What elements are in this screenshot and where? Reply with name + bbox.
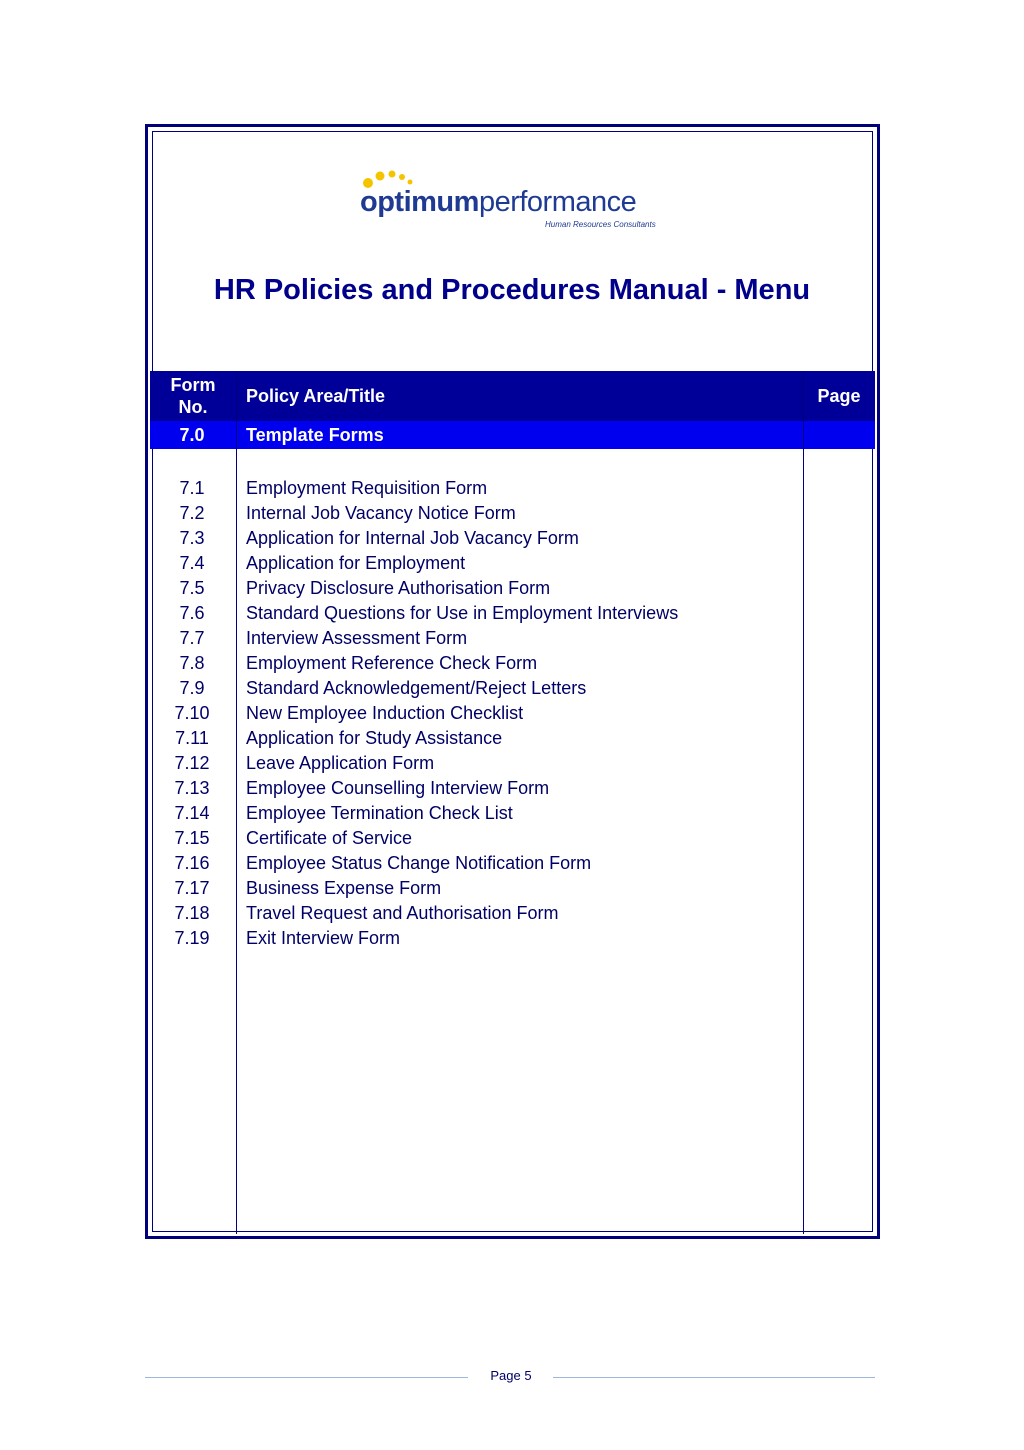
form-number: 7.17	[174, 878, 210, 898]
form-number: 7.19	[174, 928, 210, 948]
form-number: 7.6	[179, 603, 205, 623]
form-title: Employee Termination Check List	[246, 803, 513, 823]
company-logo	[360, 165, 680, 235]
form-title: Exit Interview Form	[246, 928, 401, 948]
table-row	[150, 676, 875, 701]
form-title: Interview Assessment Form	[246, 628, 468, 648]
form-title: New Employee Induction Checklist	[246, 703, 524, 723]
table-row	[150, 726, 875, 751]
footer-rule-left	[145, 1377, 468, 1378]
form-number: 7.10	[174, 703, 210, 723]
form-title: Employee Counselling Interview Form	[246, 778, 550, 798]
header-page: Page	[817, 385, 861, 406]
footer-rule-right	[553, 1377, 875, 1378]
table-row	[150, 476, 875, 501]
form-title: Application for Study Assistance	[246, 728, 503, 748]
form-title: Application for Internal Job Vacancy Form	[246, 528, 579, 548]
table-row	[150, 601, 875, 626]
form-number: 7.11	[175, 728, 209, 748]
form-number: 7.16	[174, 853, 210, 873]
table-row	[150, 801, 875, 826]
form-title: Travel Request and Authorisation Form	[246, 903, 559, 923]
form-title: Leave Application Form	[246, 753, 435, 773]
form-number: 7.4	[179, 553, 205, 573]
header-title: Policy Area/Title	[246, 385, 386, 406]
table-row	[150, 826, 875, 851]
table-header-row	[150, 371, 875, 421]
form-number: 7.15	[174, 828, 210, 848]
table-row	[150, 526, 875, 551]
form-number: 7.5	[179, 578, 205, 598]
form-title: Application for Employment	[246, 553, 466, 573]
table-row	[150, 701, 875, 726]
form-title: Standard Acknowledgement/Reject Letters	[246, 678, 587, 698]
form-number: 7.1	[179, 478, 205, 498]
table-row	[150, 576, 875, 601]
section-title: Template Forms	[246, 424, 384, 445]
form-number: 7.13	[174, 778, 210, 798]
table-row	[150, 776, 875, 801]
table-row	[150, 876, 875, 901]
form-number: 7.18	[174, 903, 210, 923]
header-form-no: Form No.	[170, 375, 216, 417]
form-number: 7.12	[174, 753, 210, 773]
table-row	[150, 551, 875, 576]
table-row	[150, 851, 875, 876]
logo-tagline: Human Resources Consultants	[545, 220, 656, 229]
form-title: Employment Reference Check Form	[246, 653, 538, 673]
page-number: Page 5	[490, 1368, 532, 1383]
table-row	[150, 901, 875, 926]
form-title: Privacy Disclosure Authorisation Form	[246, 578, 551, 598]
table-row	[150, 926, 875, 951]
form-title: Business Expense Form	[246, 878, 442, 898]
form-title: Employment Requisition Form	[246, 478, 488, 498]
table-row	[150, 501, 875, 526]
form-number: 7.14	[174, 803, 210, 823]
form-number: 7.2	[179, 503, 205, 523]
form-number: 7.9	[179, 678, 205, 698]
form-number: 7.7	[179, 628, 205, 648]
form-title: Internal Job Vacancy Notice Form	[246, 503, 516, 523]
form-title: Certificate of Service	[246, 828, 413, 848]
table-row	[150, 626, 875, 651]
section-row	[150, 421, 875, 449]
form-title: Standard Questions for Use in Employment Interviews	[246, 603, 679, 623]
section-number: 7.0	[179, 424, 205, 445]
form-title: Employee Status Change Notification Form	[246, 853, 592, 873]
page-title: HR Policies and Procedures Manual - Menu	[213, 274, 811, 306]
table-row	[150, 751, 875, 776]
form-number: 7.8	[179, 653, 205, 673]
table-row	[150, 651, 875, 676]
logo-wordmark: optimumperformance	[360, 186, 637, 218]
forms-list	[150, 476, 875, 951]
form-number: 7.3	[179, 528, 205, 548]
